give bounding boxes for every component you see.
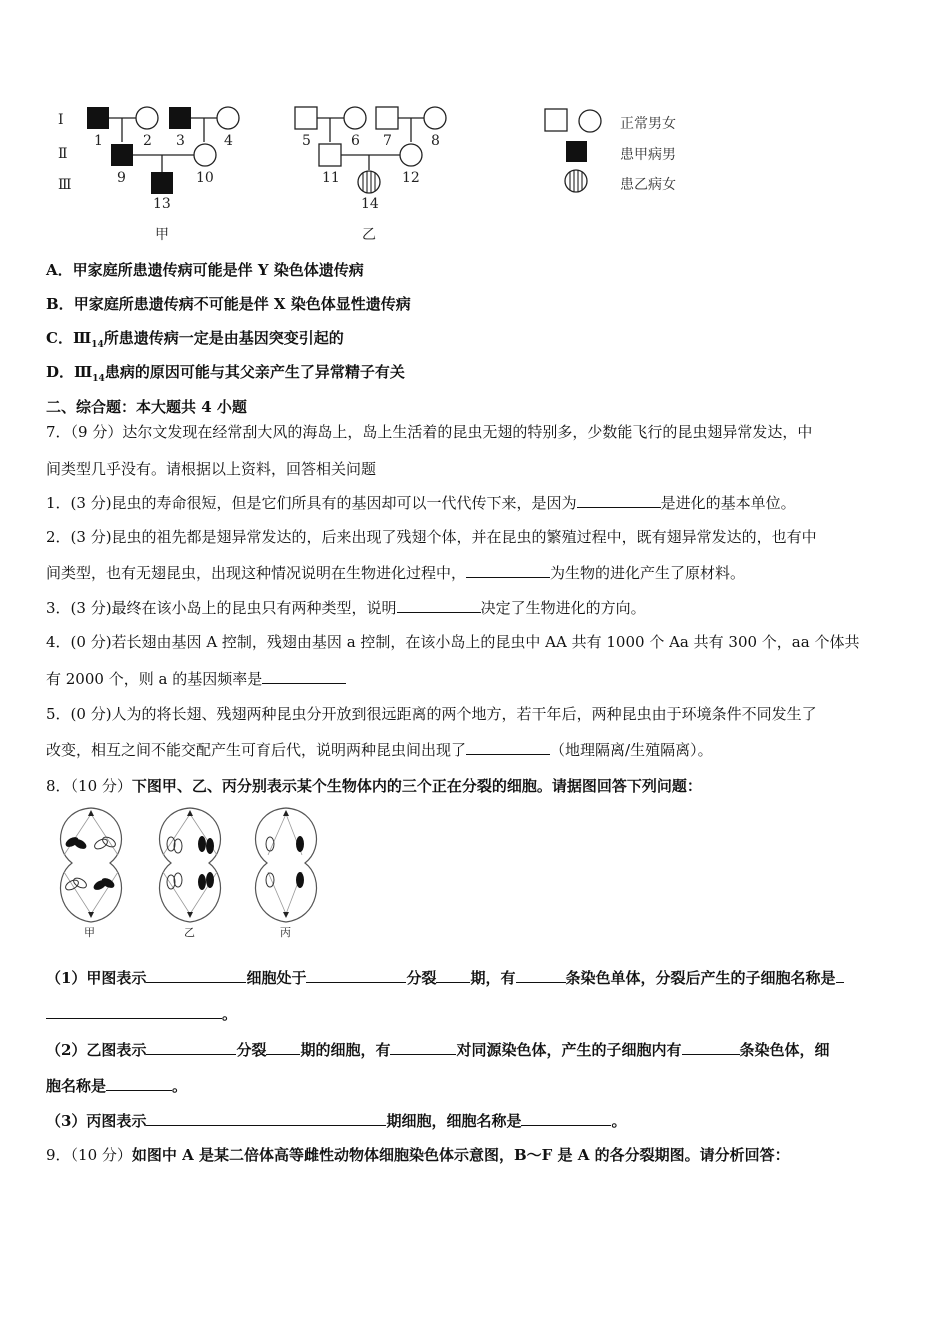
option-a-text: 甲家庭所患遗传病可能是伴 Y 染色体遗传病 <box>72 261 364 279</box>
q7-sub4-line2 <box>46 669 346 689</box>
answer-blank[interactable] <box>436 968 470 983</box>
q7-sub5-text-c: （地理隔离/生殖隔离）。 <box>550 741 713 759</box>
q8-p2-c: 期的细胞，有 <box>300 1041 391 1059</box>
cell-label-yi: 乙 <box>184 926 195 939</box>
id-label: 8 <box>431 133 440 149</box>
answer-blank[interactable] <box>106 1076 172 1091</box>
q8-p3-c: 。 <box>611 1112 627 1130</box>
cell-division-figure <box>44 800 334 940</box>
pedigree-b-14-affected-female <box>358 171 380 193</box>
id-label: 3 <box>176 133 185 149</box>
legend-disease-b-female-symbol <box>565 170 587 192</box>
answer-blank[interactable] <box>682 1040 740 1055</box>
pedigree-a-13-affected-male <box>151 172 173 194</box>
q7-sub2-text-b: 间类型，也有无翅昆虫，出现这种情况说明在生物进化过程中， <box>46 564 467 582</box>
answer-blank[interactable] <box>466 563 550 578</box>
q8-p2-a: （2）乙图表示 <box>46 1041 147 1059</box>
option-b-prefix: B． <box>46 295 74 313</box>
id-label: 9 <box>117 170 126 186</box>
q8-p2-d: 对同源染色体，产生的子细胞内有 <box>456 1041 682 1059</box>
option-b <box>46 294 411 314</box>
q7-sub2-line2 <box>46 563 745 583</box>
pedigree-b-8-normal-female <box>424 107 446 129</box>
answer-blank[interactable] <box>306 968 406 983</box>
q8-p2-f: 胞名称是 <box>46 1077 107 1095</box>
pedigree-a-1-affected-male <box>87 107 109 129</box>
q7-sub4-line1: 4．(0 分)若长翅由基因 A 控制，残翅由基因 a 控制，在该小岛上的昆虫中 AA 共有 1000 个 Aa 共有 300 个，aa 个体共 <box>46 633 860 651</box>
q8-part2-line1 <box>46 1040 830 1060</box>
q9-stem-text: 如图中 A 是某二倍体高等雌性动物体细胞染色体示意图，B～F 是 A 的各分裂期图。请分析回答： <box>131 1146 790 1164</box>
id-label: 7 <box>383 133 392 149</box>
q7-sub1 <box>46 493 796 513</box>
answer-blank[interactable] <box>266 1040 300 1055</box>
answer-blank[interactable] <box>516 968 566 983</box>
q7-sub3-text-b: 决定了生物进化的方向。 <box>480 599 646 617</box>
answer-blank[interactable] <box>836 968 844 983</box>
answer-blank[interactable] <box>146 1040 236 1055</box>
q8-stem <box>46 776 702 796</box>
id-label: 10 <box>196 170 214 186</box>
pedigree-b-11-normal-male <box>319 144 341 166</box>
option-c <box>46 328 344 355</box>
q9-stem <box>46 1145 790 1165</box>
answer-blank[interactable] <box>397 598 481 613</box>
q8-p1-c: 分裂 <box>406 969 437 987</box>
answer-blank[interactable] <box>146 968 246 983</box>
q8-p1-f: 。 <box>222 1005 238 1023</box>
family-b-caption: 乙 <box>362 227 376 243</box>
id-label: 6 <box>351 133 360 149</box>
q7-sub4-text-b: 有 2000 个，则 a 的基因频率是 <box>46 670 263 688</box>
q7-sub5-line2 <box>46 740 713 760</box>
pedigree-a-10-normal-female <box>194 144 216 166</box>
legend-normal-male-symbol <box>545 109 567 131</box>
q7-stem-line1: 7．（9 分）达尔文发现在经常刮大风的海岛上，岛上生活着的昆虫无翅的特别多，少数能飞行的昆虫翅异常发达，中 <box>46 423 813 441</box>
option-c-prefix: C．Ⅲ <box>46 329 92 347</box>
q8-number: 8．（10 分） <box>46 777 132 795</box>
q7-sub1-text-a: 1．(3 分)昆虫的寿命很短，但是它们所具有的基因却可以一代代传下来，是因为 <box>46 494 577 512</box>
generation-label-1: Ⅰ <box>58 112 64 128</box>
family-a-caption: 甲 <box>155 227 169 243</box>
id-label: 12 <box>402 170 420 186</box>
q7-sub2-line1: 2．(3 分)昆虫的祖先都是翅异常发达的，后来出现了残翅个体，并在昆虫的繁殖过程中，既有翅异常发达的，也有中 <box>46 528 817 546</box>
pedigree-a-9-affected-male <box>111 144 133 166</box>
q8-p3-a: （3）丙图表示 <box>46 1112 147 1130</box>
q8-stem-text: 下图甲、乙、丙分别表示某个生物体内的三个正在分裂的细胞。请据图回答下列问题： <box>131 777 702 795</box>
q8-p2-b: 分裂 <box>236 1041 267 1059</box>
generation-label-2: Ⅱ <box>58 146 68 162</box>
option-d-text: 患病的原因可能与其父亲产生了异常精子有关 <box>104 363 405 381</box>
option-c-text: 所患遗传病一定是由基因突变引起的 <box>103 329 344 347</box>
option-a-prefix: A． <box>46 261 73 279</box>
id-label: 4 <box>224 133 233 149</box>
answer-blank[interactable] <box>466 740 550 755</box>
option-c-subscript: 14 <box>91 340 104 350</box>
id-label: 14 <box>361 196 379 212</box>
option-b-text: 甲家庭所患遗传病不可能是伴 X 染色体显性遗传病 <box>73 295 411 313</box>
legend-disease-a-male-symbol <box>566 141 587 162</box>
q7-stem-line2: 间类型几乎没有。请根据以上资料，回答相关问题 <box>46 460 377 478</box>
q8-part1-line1 <box>46 968 844 988</box>
q8-p1-a: （1）甲图表示 <box>46 969 147 987</box>
q8-part2-line2 <box>46 1076 187 1096</box>
answer-blank[interactable] <box>46 1004 222 1019</box>
pedigree-a-2-normal-female <box>136 107 158 129</box>
legend-disease-a-label: 患甲病男 <box>620 147 676 163</box>
q8-p2-e: 条染色体，细 <box>739 1041 830 1059</box>
q7-sub2-text-c: 为生物的进化产生了原材料。 <box>550 564 746 582</box>
q7-sub3-text-a: 3．(3 分)最终在该小岛上的昆虫只有两种类型，说明 <box>46 599 397 617</box>
answer-blank[interactable] <box>390 1040 456 1055</box>
answer-blank[interactable] <box>577 493 661 508</box>
pedigree-b-7-normal-male <box>376 107 398 129</box>
q9-number: 9．（10 分） <box>46 1146 132 1164</box>
id-label: 11 <box>322 170 340 186</box>
q7-sub3 <box>46 598 646 618</box>
q8-part3 <box>46 1111 626 1131</box>
q7-sub5-text-b: 改变，相互之间不能交配产生可育后代，说明两种昆虫间出现了 <box>46 741 467 759</box>
option-a <box>46 260 364 280</box>
id-label: 1 <box>94 133 103 149</box>
answer-blank[interactable] <box>262 669 346 684</box>
q8-p1-d: 期，有 <box>470 969 516 987</box>
id-label: 5 <box>302 133 311 149</box>
q8-p3-b: 期细胞，细胞名称是 <box>386 1112 522 1130</box>
pedigree-figure <box>0 90 720 250</box>
option-d-subscript: 14 <box>92 374 105 384</box>
answer-blank[interactable] <box>146 1111 386 1126</box>
cell-label-jia: 甲 <box>84 926 95 939</box>
pedigree-b-5-normal-male <box>295 107 317 129</box>
q7-sub5-line1: 5．(0 分)人为的将长翅、残翅两种昆虫分开放到很远距离的两个地方，若干年后，两种昆虫由于环境条件不同发生了 <box>46 705 817 723</box>
q8-p1-e: 条染色单体，分裂后产生的子细胞名称是 <box>565 969 836 987</box>
answer-blank[interactable] <box>521 1111 611 1126</box>
option-d-prefix: D．Ⅲ <box>46 363 93 381</box>
pedigree-a-4-normal-female <box>217 107 239 129</box>
q8-part1-line2 <box>46 1004 237 1024</box>
id-label: 2 <box>143 133 152 149</box>
legend-normal-female-symbol <box>579 110 601 132</box>
q8-p2-g: 。 <box>172 1077 188 1095</box>
legend-normal-label: 正常男女 <box>620 116 676 132</box>
id-label: 13 <box>153 196 171 212</box>
section-title: 二、综合题：本大题共 4 小题 <box>46 398 247 416</box>
pedigree-b-12-normal-female <box>400 144 422 166</box>
q8-p1-b: 细胞处于 <box>246 969 307 987</box>
cell-label-bing: 丙 <box>280 926 291 939</box>
generation-label-3: Ⅲ <box>58 177 72 193</box>
option-d <box>46 362 405 389</box>
q7-sub1-text-b: 是进化的基本单位。 <box>660 494 796 512</box>
legend-disease-b-label: 患乙病女 <box>620 177 676 193</box>
pedigree-a-3-affected-male <box>169 107 191 129</box>
pedigree-b-6-normal-female <box>344 107 366 129</box>
